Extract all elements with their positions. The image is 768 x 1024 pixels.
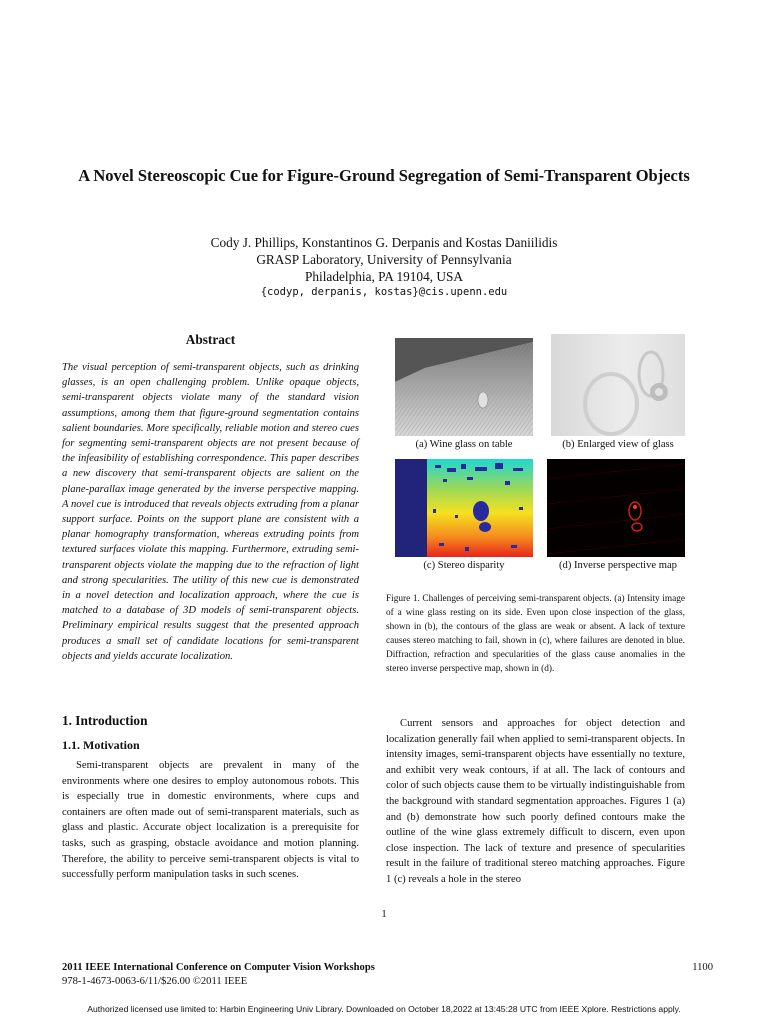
intro-paragraph-left: Semi-transparent objects are prevalent in many of the environments where one desires to employ autonomous robots. This is especially true in domestic environments, where cups and containers are often made out of semi-transparent materials, such as glass and plastic. Accurate object localization is a prerequisite for tasks, such as grasping, obstacle avoidance and motion planning. Therefore, the ability to perceive semi-transparent objects is vital to successfully perform manipulation tasks in such scenes. xyxy=(62,760,359,881)
author-block xyxy=(80,234,688,285)
author-names: Cody J. Phillips, Konstantinos G. Derpanis and Kostas Daniilidis xyxy=(210,235,558,250)
intro-paragraph-right: Current sensors and approaches for object detection and localization generally fail when applied to semi-transparent objects. In intensity images, semi-transparent objects have essentially no texture, and exhibit very weak contours, if at all. The lack of contours and color of such objects cause them to be virtually indistinguishable from the background with standard segmentation approaches. Figures 1 (a) and (b) demonstrate how such poorly defined contours make the outline of the wine glass extremely difficult to discern, even upon close inspection. The lack of texture and presence of specularities result in the failure of traditional stereo matching approaches. Figure 1 (c) reveals a hole in the stereo xyxy=(386,718,685,885)
subcaption-d: (d) Inverse perspective map xyxy=(559,560,677,571)
subsection-heading: 1.1. Motivation xyxy=(62,738,140,752)
section-heading: 1. Introduction xyxy=(62,713,148,728)
figure-panel-b xyxy=(551,334,685,436)
author-email: {codyp, derpanis, kostas}@cis.upenn.edu xyxy=(260,286,508,298)
enlarged-glass-image xyxy=(551,334,685,436)
license-notice: Authorized licensed use limited to: Harbin Engineering Univ Library. Downloaded on October 18,2022 at 13:45:28 UTC from IEEE Xplore. Restrictions apply. xyxy=(87,1004,681,1014)
subcaption-c: (c) Stereo disparity xyxy=(423,560,505,571)
subcaption-b: (b) Enlarged view of glass xyxy=(562,439,674,450)
subcaption-a: (a) Wine glass on table xyxy=(415,439,513,450)
abstract-heading: Abstract xyxy=(185,332,236,347)
footer-page-id: 1100 xyxy=(692,962,713,973)
inverse-perspective-image xyxy=(547,459,685,557)
paper-title: A Novel Stereoscopic Cue for Figure-Ground Segregation of Semi-Transparent Objects xyxy=(78,166,690,185)
affiliation: GRASP Laboratory, University of Pennsylvania xyxy=(256,252,512,267)
wine-glass-image xyxy=(395,338,533,436)
address: Philadelphia, PA 19104, USA xyxy=(305,269,463,284)
abstract-text: The visual perception of semi-transparent objects, such as drinking glasses, is an open challenging problem. Unlike opaque objects, semi-transparent objects violate many of the standard vision assumptions, among them that figure-ground segmentation contains salient boundaries. More specifically, reliable motion and stereo cues for segmenting semi-transparent objects are not present because of the infeasibility of establishing correspondence. This paper describes a new discovery that semi-transparent objects are salient on the plane-parallax image generated by the inverse perspective mapping. A novel cue is introduced that reveals objects extruding from a planar support surface. Points on the support plane are consistent with a planar homography transformation, whereas extruding points from textured surfaces violate this mapping. Furthermore, extruding semi-transparent objects violate the mapping due to the refraction of light and strong specularities. The utility of this new cue is demonstrated in a novel detection and localization approach, where the cue is matched to a database of 3D models of semi-transparent objects. Preliminary empirical results suggest that the presented approach produces a small set of candidate locations for semi-transparent objects and yields accurate localization. xyxy=(62,362,359,662)
stereo-disparity-image xyxy=(395,459,533,557)
footer-conference: 2011 IEEE International Conference on Computer Vision Workshops xyxy=(62,962,375,973)
figure-caption: Figure 1. Challenges of perceiving semi-transparent objects. (a) Intensity image of a wine glass resting on its side. Even upon close inspection of the glass, shown in (b), the contours of the glass are weak or absent. A lack of texture causes stereo matching to fail, shown in (c), where failures are denoted in blue. Diffraction, refraction and specularities of the glass cause anomalies in the stereo inverse perspective map, shown in (d). xyxy=(386,594,685,674)
figure-panel-a xyxy=(395,338,533,436)
page-number: 1 xyxy=(381,909,387,920)
footer-isbn: 978-1-4673-0063-6/11/$26.00 ©2011 IEEE xyxy=(62,976,248,987)
figure-panel-d xyxy=(547,459,685,557)
figure-panel-c xyxy=(395,459,533,557)
